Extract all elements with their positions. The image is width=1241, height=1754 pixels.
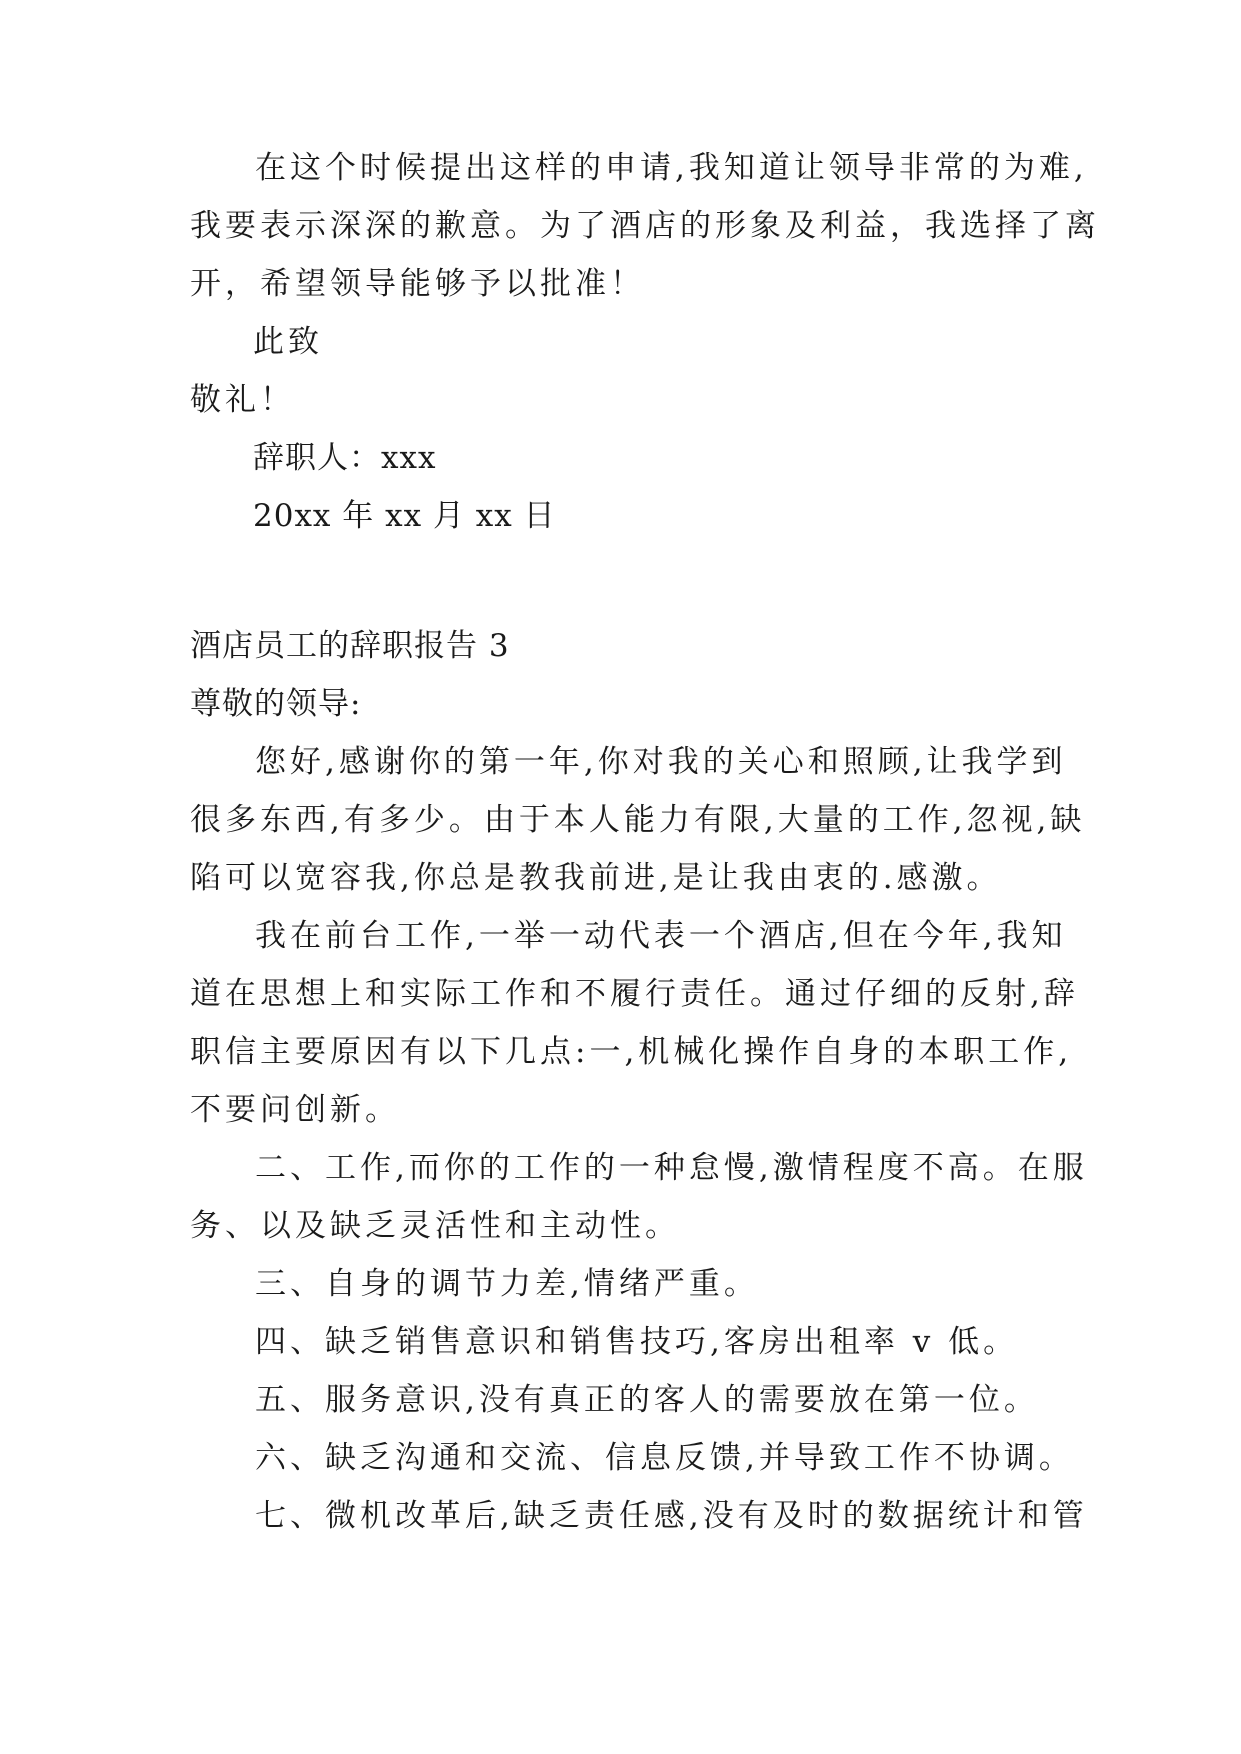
paragraph-line: 在这个时候提出这样的申请,我知道让领导非常的为难, bbox=[255, 150, 1088, 186]
body-line: 很多东西,有多少。由于本人能力有限,大量的工作,忽视,缺 bbox=[190, 802, 1086, 838]
body-line: 务、以及缺乏灵活性和主动性。 bbox=[190, 1208, 680, 1244]
body-line: 二、工作,而你的工作的一种怠慢,激情程度不高。在服 bbox=[255, 1150, 1088, 1186]
closing-text: 此致 bbox=[253, 324, 323, 360]
body-line: 道在思想上和实际工作和不履行责任。通过仔细的反射,辞 bbox=[190, 976, 1079, 1012]
body-line: 您好,感谢你的第一年,你对我的关心和照顾,让我学到 bbox=[255, 744, 1067, 780]
body-line: 陷可以宽容我,你总是教我前进,是让我由衷的.感激。 bbox=[190, 860, 1002, 896]
salutation-text: 敬礼！ bbox=[190, 382, 295, 418]
body-line: 四、缺乏销售意识和销售技巧,客房出租率 v 低。 bbox=[255, 1324, 1019, 1360]
section-title: 酒店员工的辞职报告 3 bbox=[190, 628, 510, 664]
body-line: 我在前台工作,一举一动代表一个酒店,但在今年,我知 bbox=[255, 918, 1067, 954]
body-line: 职信主要原因有以下几点:一,机械化操作自身的本职工作, bbox=[190, 1034, 1073, 1070]
paragraph-line: 开，希望领导能够予以批准！ bbox=[190, 266, 645, 302]
paragraph-line: 我要表示深深的歉意。为了酒店的形象及利益，我选择了离 bbox=[190, 208, 1100, 244]
body-line: 七、微机改革后,缺乏责任感,没有及时的数据统计和管 bbox=[255, 1498, 1088, 1534]
body-line: 六、缺乏沟通和交流、信息反馈,并导致工作不协调。 bbox=[255, 1440, 1074, 1476]
date-text: 20xx 年 xx 月 xx 日 bbox=[253, 498, 556, 534]
greeting-text: 尊敬的领导: bbox=[190, 686, 362, 722]
body-line: 五、服务意识,没有真正的客人的需要放在第一位。 bbox=[255, 1382, 1039, 1418]
body-line: 不要问创新。 bbox=[190, 1092, 400, 1128]
signer-text: 辞职人：xxx bbox=[253, 440, 437, 476]
body-line: 三、自身的调节力差,情绪严重。 bbox=[255, 1266, 759, 1302]
